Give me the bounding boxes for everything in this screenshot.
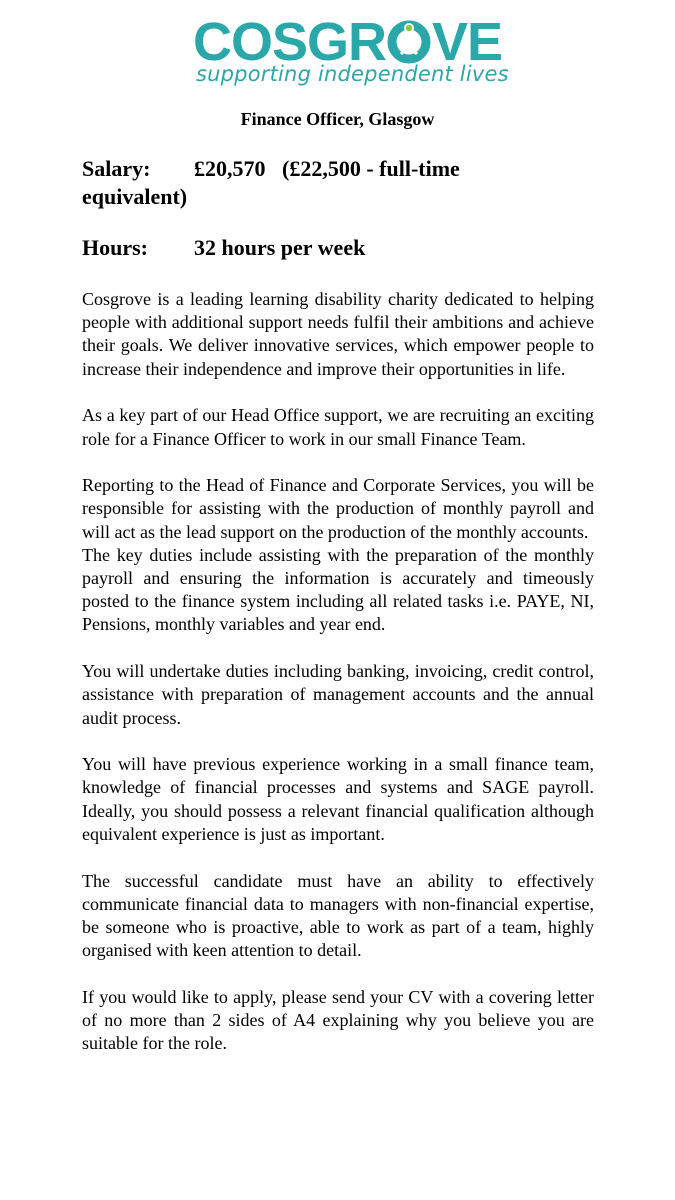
salary-continuation: equivalent): [82, 184, 188, 209]
logo-tagline: supporting independent lives: [196, 62, 509, 86]
paragraph-reporting: Reporting to the Head of Finance and Corporate Services, you will be responsible for assisting with the production of monthly payroll and will act as the lead support on the production of the monthly accounts.: [82, 475, 594, 542]
paragraph-candidate: The successful candidate must have an ability to effectively communicate financial data to managers with non-financial expertise, be someone who is proactive, able to work as part of a team, highly organised with keen attention to detail.: [82, 870, 594, 961]
cosgrove-logo: [0, 0, 675, 100]
salary-label: Salary:: [82, 156, 151, 181]
paragraph-intro: Cosgrove is a leading learning disability charity dedicated to helping people with additional support needs fulfil their ambitions and achieve their goals. We deliver innovative services, which empower people to increase their independence and improve their opportunities in life.: [82, 289, 594, 379]
job-title: Finance Officer, Glasgow: [240, 109, 435, 129]
salary-value: £20,570 (£22,500 - full-time: [194, 156, 460, 181]
hours-line: [82, 234, 365, 262]
logo-text-right: VE: [432, 12, 503, 72]
hours-label: Hours:: [82, 235, 148, 260]
salary-line: [82, 155, 460, 183]
logo-text-left: COSGR: [193, 12, 387, 72]
job-description: [82, 288, 594, 1079]
paragraph-experience: You will have previous experience working in a small finance team, knowledge of financial processes and systems and SAGE payroll. Ideally, you should possess a relevant financial qualification although equivalent experience is just as important.: [82, 754, 594, 844]
paragraph-tasks: You will undertake duties including banking, invoicing, credit control, assistance with preparation of management accounts and the annual audit process.: [82, 661, 594, 728]
logo-people-icon: [387, 20, 431, 64]
paragraph-role: As a key part of our Head Office support, we are recruiting an exciting role for a Finance Officer to work in our small Finance Team.: [82, 405, 594, 449]
paragraph-duties: The key duties include assisting with the preparation of the monthly payroll and ensuring the information is accurately and timeously posted to the finance system including all related tasks i.e. PAYE, NI, Pensions, monthly variables and year end.: [82, 544, 594, 635]
paragraph-apply: If you would like to apply, please send your CV with a covering letter of no more than 2 sides of A4 explaining why you believe you are suitable for the role.: [82, 986, 594, 1054]
hours-value: 32 hours per week: [194, 235, 366, 260]
